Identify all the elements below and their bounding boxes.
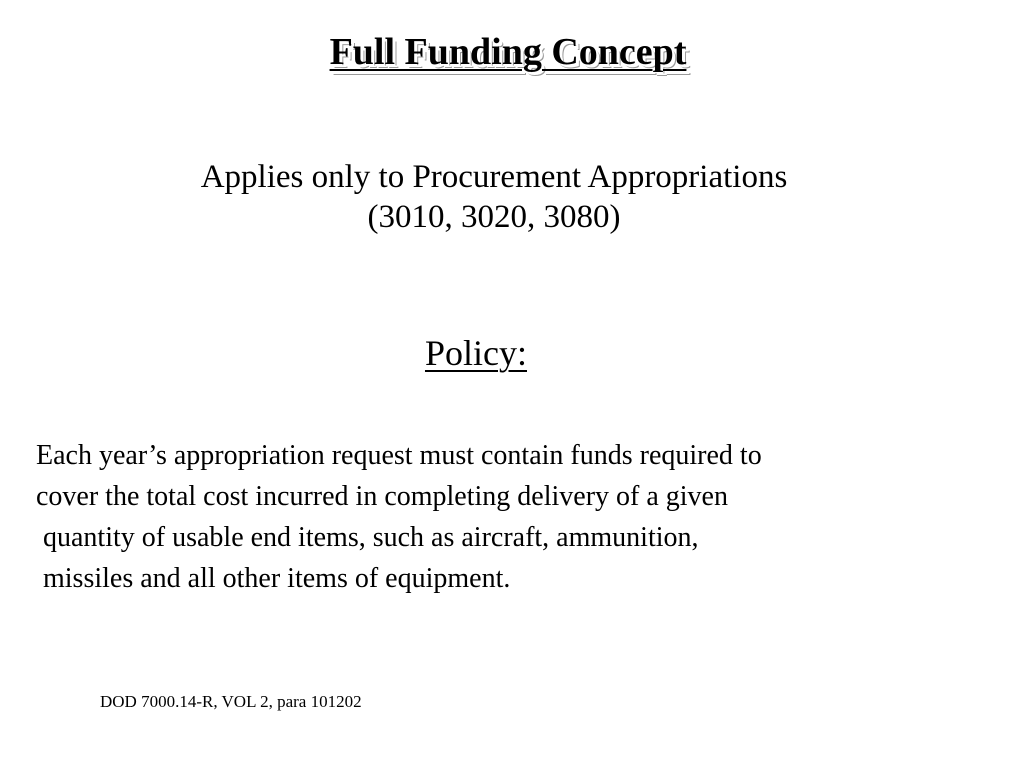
applies-line-2: (3010, 3020, 3080) [367,199,621,235]
citation: DOD 7000.14-R, VOL 2, para 101202 [100,692,362,711]
policy-heading: Policy: [424,333,527,373]
applies-line-1: Applies only to Procurement Appropriations [200,159,788,195]
policy-line: missiles and all other items of equipment. [36,563,511,594]
slide-title: Full Funding Concept [329,31,687,73]
applies-statement [0,157,988,237]
policy-line: cover the total cost incurred in completing delivery of a given [36,481,728,512]
policy-body [36,435,996,599]
policy-line: quantity of usable end items, such as aircraft, ammunition, [36,522,699,553]
policy-line: Each year’s appropriation request must contain funds required to [36,440,762,471]
